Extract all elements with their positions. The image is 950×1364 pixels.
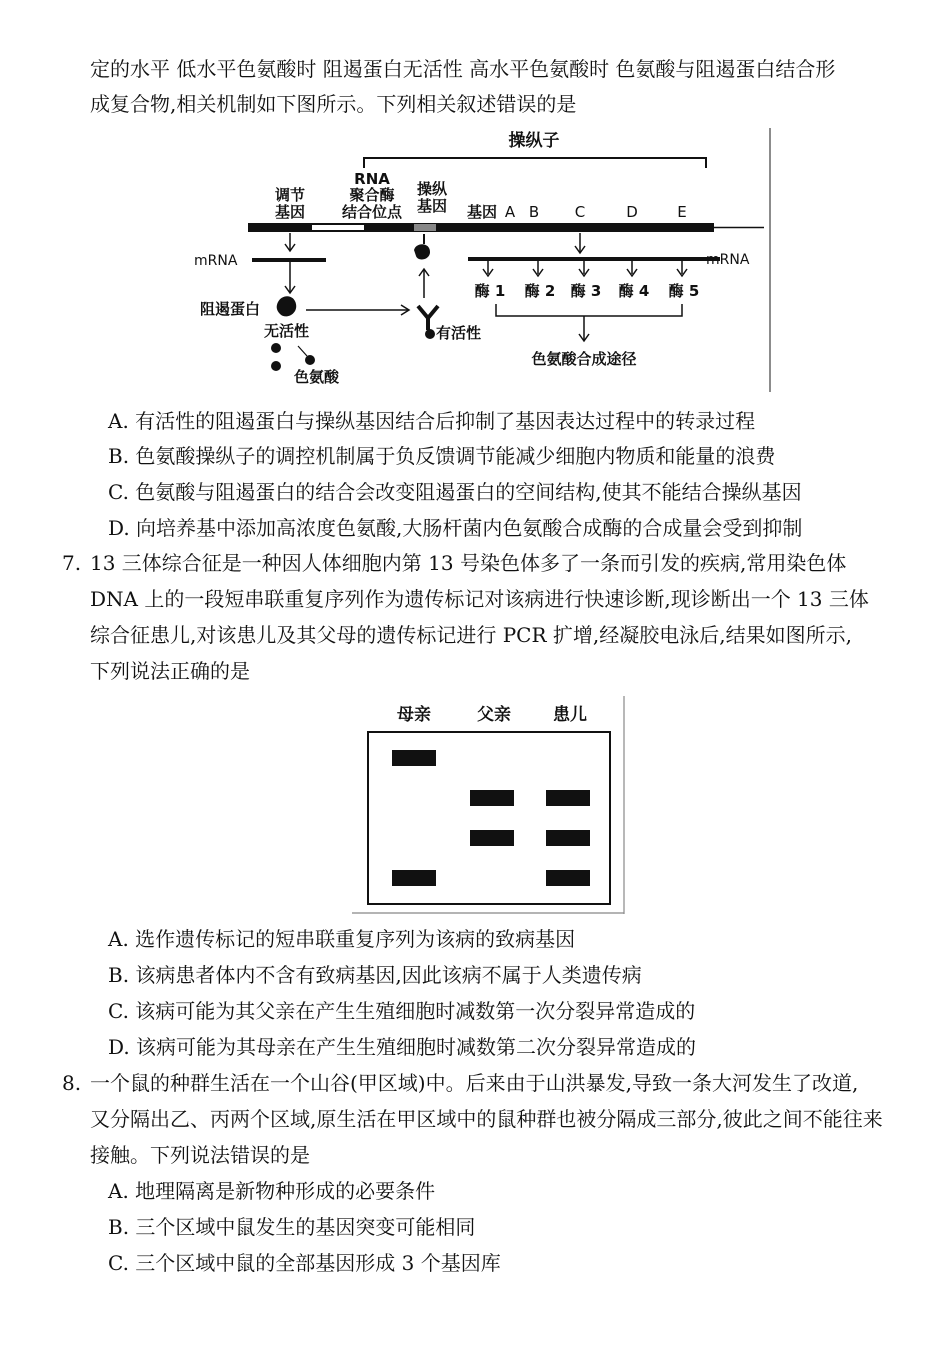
q8-option-c: C. 三个区域中鼠的全部基因形成 3 个基因库 [108,1251,501,1275]
q7-line-2: DNA 上的一段短串联重复序列作为遗传标记对该病进行快速诊断,现诊断出一个 13 三体 [90,587,869,611]
repressor-label: 阻遏蛋白 [200,300,261,318]
operator-label-1: 操纵 [416,180,448,198]
gene-letter-c: C [574,203,586,221]
rnapol-label-1: RNA [354,170,390,188]
q8-number: 8. [62,1071,82,1095]
gel-band-母亲-4 [392,870,436,886]
q6-option-d: D. 向培养基中添加高浓度色氨酸,大肠杆菌内色氨酸合成酶的合成量会受到抑制 [108,516,803,540]
enzyme-3: 酶 3 [570,282,602,300]
q8-line-2: 又分隔出乙、丙两个区域,原生活在甲区域中的鼠种群也被分隔成三部分,彼此之间不能往来 [90,1107,883,1131]
q6-option-a: A. 有活性的阻遏蛋白与操纵基因结合后抑制了基因表达过程中的转录过程 [108,409,756,433]
gene-letter-a: A [504,203,516,221]
regulator-label-1: 调节 [274,186,306,204]
operon-diagram [186,124,776,394]
gel-band-父亲-3 [470,830,514,846]
q6-option-c: C. 色氨酸与阻遏蛋白的结合会改变阻遏蛋白的空间结构,使其不能结合操纵基因 [108,480,802,504]
gene-letter-b: B [528,203,540,221]
intro-line-2: 成复合物,相关机制如下图所示。下列相关叙述错误的是 [90,92,577,116]
enzyme-2: 酶 2 [524,282,556,300]
gel-col-child: 患儿 [553,705,587,725]
q7-number: 7. [62,551,82,575]
enzyme-arrows [483,261,687,276]
gel-band-父亲-2 [470,790,514,806]
tryptophan-dot-1 [271,343,281,353]
intro-line-1: 定的水平 低水平色氨酸时 阻遏蛋白无活性 高水平色氨酸时 色氨酸与阻遏蛋白结合形 [90,57,836,81]
operon-label: 操纵子 [508,131,560,151]
tryptophan-label: 色氨酸 [294,368,340,386]
q8-line-3: 接触。下列说法错误的是 [90,1143,310,1167]
operator-bound-repressor [414,244,430,259]
q8-option-a: A. 地理隔离是新物种形成的必要条件 [108,1179,436,1203]
operon-bracket [364,158,706,168]
rnapol-label-3: 结合位点 [341,203,403,221]
tryptophan-dot-3 [305,355,315,365]
genes-label: 基因 [466,203,498,221]
gel-band-患儿-3 [546,830,590,846]
q7-option-a: A. 选作遗传标记的短串联重复序列为该病的致病基因 [108,927,576,951]
q6-option-b: B. 色氨酸操纵子的调控机制属于负反馈调节能减少细胞内物质和能量的浪费 [108,444,776,468]
gel-band-患儿-2 [546,790,590,806]
operator-region [414,224,436,231]
pathway-label: 色氨酸合成途径 [531,350,637,368]
gene-letter-d: D [626,203,638,221]
gel-electrophoresis [352,694,628,916]
rnapol-label-2: 聚合酶 [349,186,395,204]
repressor-active-shape [418,306,438,330]
gel-col-father: 父亲 [477,705,511,725]
enzyme-4: 酶 4 [618,282,650,300]
repressor-inactive-shape [277,296,297,316]
enzyme-5: 酶 5 [668,282,700,300]
q7-option-c: C. 该病可能为其父亲在产生生殖细胞时减数第一次分裂异常造成的 [108,999,696,1023]
tryptophan-dot-2 [271,361,281,371]
enzyme-1: 酶 1 [474,282,506,300]
active-label: 有活性 [436,324,482,342]
q7-option-b: B. 该病患者体内不含有致病基因,因此该病不属于人类遗传病 [108,963,642,987]
pathway-bracket [496,304,682,316]
q7-line-4: 下列说法正确的是 [90,659,250,683]
q8-option-b: B. 三个区域中鼠发生的基因突变可能相同 [108,1215,476,1239]
q7-option-d: D. 该病可能为其母亲在产生生殖细胞时减数第二次分裂异常造成的 [108,1035,697,1059]
gene-letter-e: E [677,203,687,221]
gel-col-mother: 母亲 [397,705,431,725]
mrna-right-label: mRNA [706,252,750,268]
operator-label-2: 基因 [416,197,448,215]
regulator-label-2: 基因 [274,203,306,221]
q7-line-1: 13 三体综合征是一种因人体细胞内第 13 号染色体多了一条而引发的疾病,常用染色体 [90,551,847,575]
mrna-left-label: mRNA [194,253,238,269]
q7-line-3: 综合征患儿,对该患儿及其父母的遗传标记进行 PCR 扩增,经凝胶电泳后,结果如图所示, [90,623,852,647]
inactive-label: 无活性 [264,322,310,340]
promoter-region [312,225,364,230]
gel-band-母亲-1 [392,750,436,766]
gel-band-患儿-4 [546,870,590,886]
q8-line-1: 一个鼠的种群生活在一个山谷(甲区域)中。后来由于山洪暴发,导致一条大河发生了改道, [90,1071,859,1095]
